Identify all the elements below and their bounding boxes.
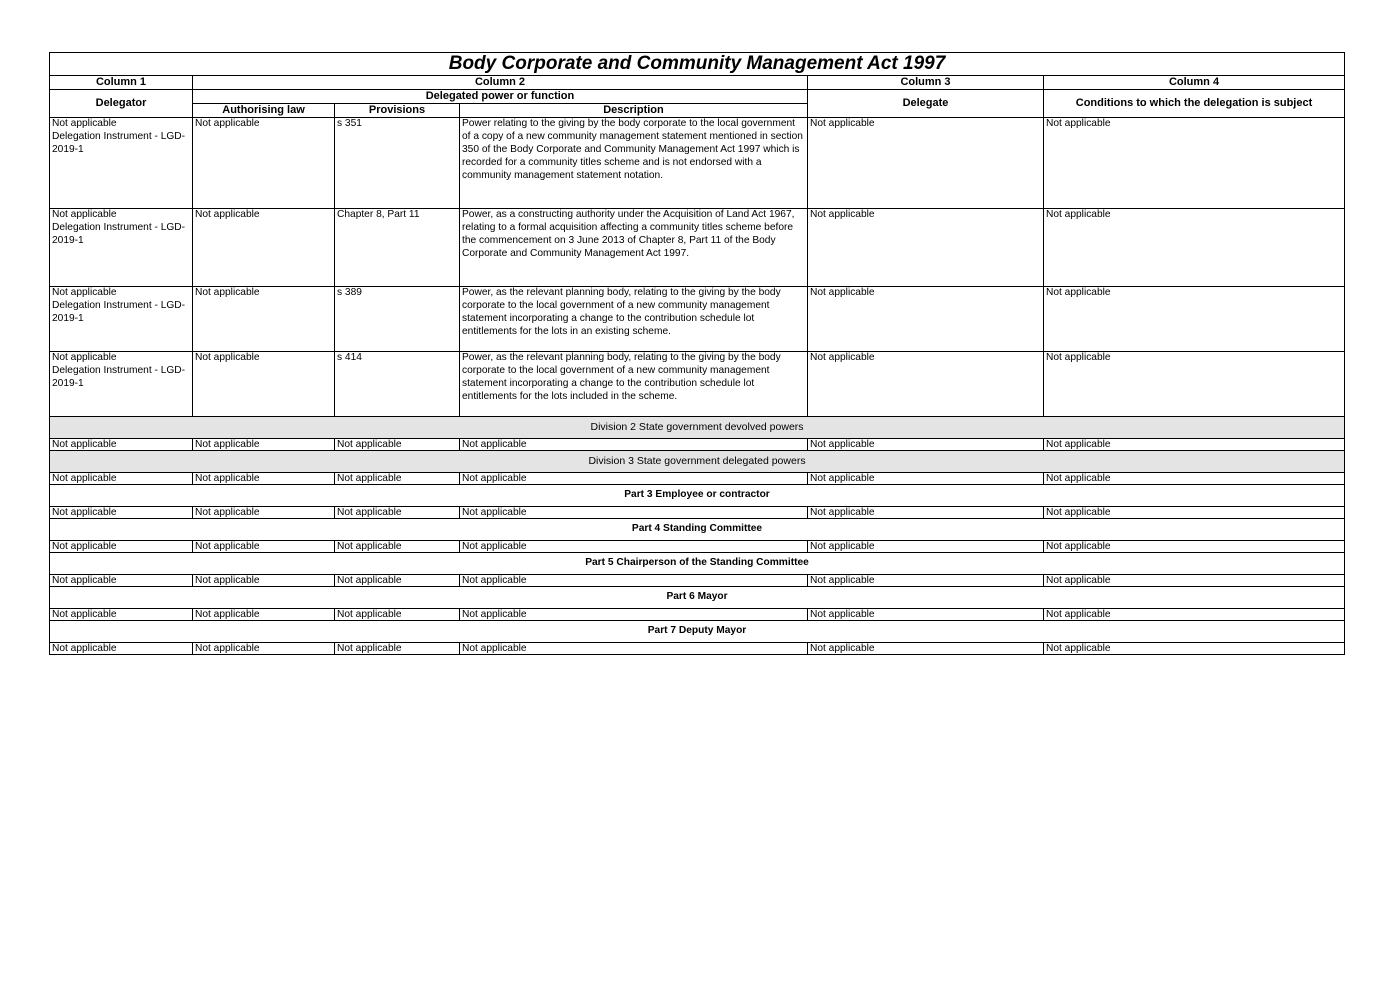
section-heading-row bbox=[50, 417, 1345, 439]
delegate-cell: Not applicable bbox=[808, 209, 1044, 287]
description-cell: Not applicable bbox=[460, 575, 808, 587]
authorising-law-cell: Not applicable bbox=[193, 541, 335, 553]
delegator-cell: Not applicable bbox=[50, 643, 193, 655]
description-cell: Not applicable bbox=[460, 473, 808, 485]
conditions-cell: Not applicable bbox=[1044, 609, 1345, 621]
column-2-header: Column 2 bbox=[193, 76, 808, 90]
delegator-cell: Not applicable bbox=[50, 507, 193, 519]
delegate-cell: Not applicable bbox=[808, 541, 1044, 553]
description-cell: Not applicable bbox=[460, 507, 808, 519]
provision-cell: Not applicable bbox=[335, 541, 460, 553]
conditions-cell: Not applicable bbox=[1044, 473, 1345, 485]
description-cell: Power, as a constructing authority under the Acquisition of Land Act 1967, relating to a formal acquisition affecting a community titles scheme before the commencement on 3 June 2013 of Chapter 8, Part 11 of the Body Corporate and Community Management Act 1997. bbox=[460, 209, 808, 287]
delegate-cell: Not applicable bbox=[808, 575, 1044, 587]
provision-cell: Not applicable bbox=[335, 643, 460, 655]
authorising-law-cell: Not applicable bbox=[193, 439, 335, 451]
authorising-law-cell: Not applicable bbox=[193, 209, 335, 287]
section-heading-row bbox=[50, 621, 1345, 643]
section-heading: Part 6 Mayor bbox=[50, 587, 1345, 609]
delegation-register-page bbox=[49, 52, 1344, 655]
delegate-cell: Not applicable bbox=[808, 439, 1044, 451]
conditions-cell: Not applicable bbox=[1044, 541, 1345, 553]
authorising-law-cell: Not applicable bbox=[193, 575, 335, 587]
table-row bbox=[50, 575, 1345, 587]
delegate-cell: Not applicable bbox=[808, 643, 1044, 655]
table-row bbox=[50, 439, 1345, 451]
provision-cell: s 414 bbox=[335, 352, 460, 417]
section-heading: Part 4 Standing Committee bbox=[50, 519, 1345, 541]
section-heading-row bbox=[50, 519, 1345, 541]
provision-cell: Not applicable bbox=[335, 507, 460, 519]
delegate-cell: Not applicable bbox=[808, 352, 1044, 417]
conditions-cell: Not applicable bbox=[1044, 209, 1345, 287]
description-cell: Not applicable bbox=[460, 439, 808, 451]
authorising-law-cell: Not applicable bbox=[193, 352, 335, 417]
description-cell: Power, as the relevant planning body, relating to the giving by the body corporate to the local government of a new community management statement incorporating a change to the contribution schedule lot entitlements for the lots in an existing scheme. bbox=[460, 287, 808, 352]
section-heading: Part 5 Chairperson of the Standing Committee bbox=[50, 553, 1345, 575]
delegator-cell: Not applicable bbox=[50, 575, 193, 587]
delegator-cell: Not applicable Delegation Instrument - LGD-2019-1 bbox=[50, 118, 193, 209]
table-row bbox=[50, 287, 1345, 352]
conditions-cell: Not applicable bbox=[1044, 643, 1345, 655]
conditions-cell: Not applicable bbox=[1044, 287, 1345, 352]
delegate-cell: Not applicable bbox=[808, 473, 1044, 485]
authorising-law-cell: Not applicable bbox=[193, 287, 335, 352]
provision-cell: s 351 bbox=[335, 118, 460, 209]
section-heading-row bbox=[50, 587, 1345, 609]
table-row bbox=[50, 209, 1345, 287]
delegate-cell: Not applicable bbox=[808, 118, 1044, 209]
section-heading-row bbox=[50, 553, 1345, 575]
conditions-cell: Not applicable bbox=[1044, 439, 1345, 451]
delegate-header: Delegate bbox=[808, 90, 1044, 118]
authorising-law-cell: Not applicable bbox=[193, 609, 335, 621]
delegated-power-header: Delegated power or function bbox=[193, 90, 808, 104]
delegator-cell: Not applicable bbox=[50, 473, 193, 485]
delegate-cell: Not applicable bbox=[808, 609, 1044, 621]
provision-cell: Not applicable bbox=[335, 439, 460, 451]
column-number-row bbox=[50, 76, 1345, 90]
delegate-cell: Not applicable bbox=[808, 287, 1044, 352]
table-row bbox=[50, 507, 1345, 519]
column-1-header: Column 1 bbox=[50, 76, 193, 90]
table-row bbox=[50, 643, 1345, 655]
description-cell: Not applicable bbox=[460, 643, 808, 655]
delegator-cell: Not applicable Delegation Instrument - LGD-2019-1 bbox=[50, 352, 193, 417]
delegator-cell: Not applicable bbox=[50, 609, 193, 621]
header-row-1 bbox=[50, 90, 1345, 104]
conditions-cell: Not applicable bbox=[1044, 507, 1345, 519]
table-row bbox=[50, 118, 1345, 209]
description-cell: Not applicable bbox=[460, 609, 808, 621]
section-heading-row bbox=[50, 485, 1345, 507]
authorising-law-cell: Not applicable bbox=[193, 473, 335, 485]
section-heading: Division 2 State government devolved powers bbox=[50, 417, 1345, 439]
provision-cell: Chapter 8, Part 11 bbox=[335, 209, 460, 287]
authorising-law-cell: Not applicable bbox=[193, 118, 335, 209]
provision-cell: Not applicable bbox=[335, 473, 460, 485]
conditions-cell: Not applicable bbox=[1044, 352, 1345, 417]
column-4-header: Column 4 bbox=[1044, 76, 1345, 90]
delegate-cell: Not applicable bbox=[808, 507, 1044, 519]
provisions-header: Provisions bbox=[335, 104, 460, 118]
section-heading: Part 3 Employee or contractor bbox=[50, 485, 1345, 507]
title-row bbox=[50, 53, 1345, 76]
document-title: Body Corporate and Community Management Act 1997 bbox=[50, 53, 1345, 76]
table-row bbox=[50, 541, 1345, 553]
conditions-cell: Not applicable bbox=[1044, 118, 1345, 209]
authorising-law-cell: Not applicable bbox=[193, 507, 335, 519]
delegator-cell: Not applicable Delegation Instrument - LGD-2019-1 bbox=[50, 209, 193, 287]
description-header: Description bbox=[460, 104, 808, 118]
conditions-cell: Not applicable bbox=[1044, 575, 1345, 587]
provision-cell: s 389 bbox=[335, 287, 460, 352]
column-3-header: Column 3 bbox=[808, 76, 1044, 90]
delegator-cell: Not applicable bbox=[50, 541, 193, 553]
description-cell: Power relating to the giving by the body corporate to the local government of a copy of a new community management statement mentioned in section 350 of the Body Corporate and Community Management Act 1997 which is recorded for a community titles scheme and is not endorsed with a community management statement notation. bbox=[460, 118, 808, 209]
table-row bbox=[50, 609, 1345, 621]
conditions-header: Conditions to which the delegation is subject bbox=[1044, 90, 1345, 118]
authorising-law-header: Authorising law bbox=[193, 104, 335, 118]
authorising-law-cell: Not applicable bbox=[193, 643, 335, 655]
section-heading-row bbox=[50, 451, 1345, 473]
provision-cell: Not applicable bbox=[335, 575, 460, 587]
description-cell: Power, as the relevant planning body, relating to the giving by the body corporate to the local government of a new community management statement incorporating a change to the contribution schedule lot entitlements for the lots included in the scheme. bbox=[460, 352, 808, 417]
section-heading: Part 7 Deputy Mayor bbox=[50, 621, 1345, 643]
provision-cell: Not applicable bbox=[335, 609, 460, 621]
table-row bbox=[50, 352, 1345, 417]
delegator-header: Delegator bbox=[50, 90, 193, 118]
delegator-cell: Not applicable Delegation Instrument - LGD-2019-1 bbox=[50, 287, 193, 352]
delegation-table bbox=[49, 52, 1345, 655]
description-cell: Not applicable bbox=[460, 541, 808, 553]
delegator-cell: Not applicable bbox=[50, 439, 193, 451]
table-row bbox=[50, 473, 1345, 485]
section-heading: Division 3 State government delegated powers bbox=[50, 451, 1345, 473]
